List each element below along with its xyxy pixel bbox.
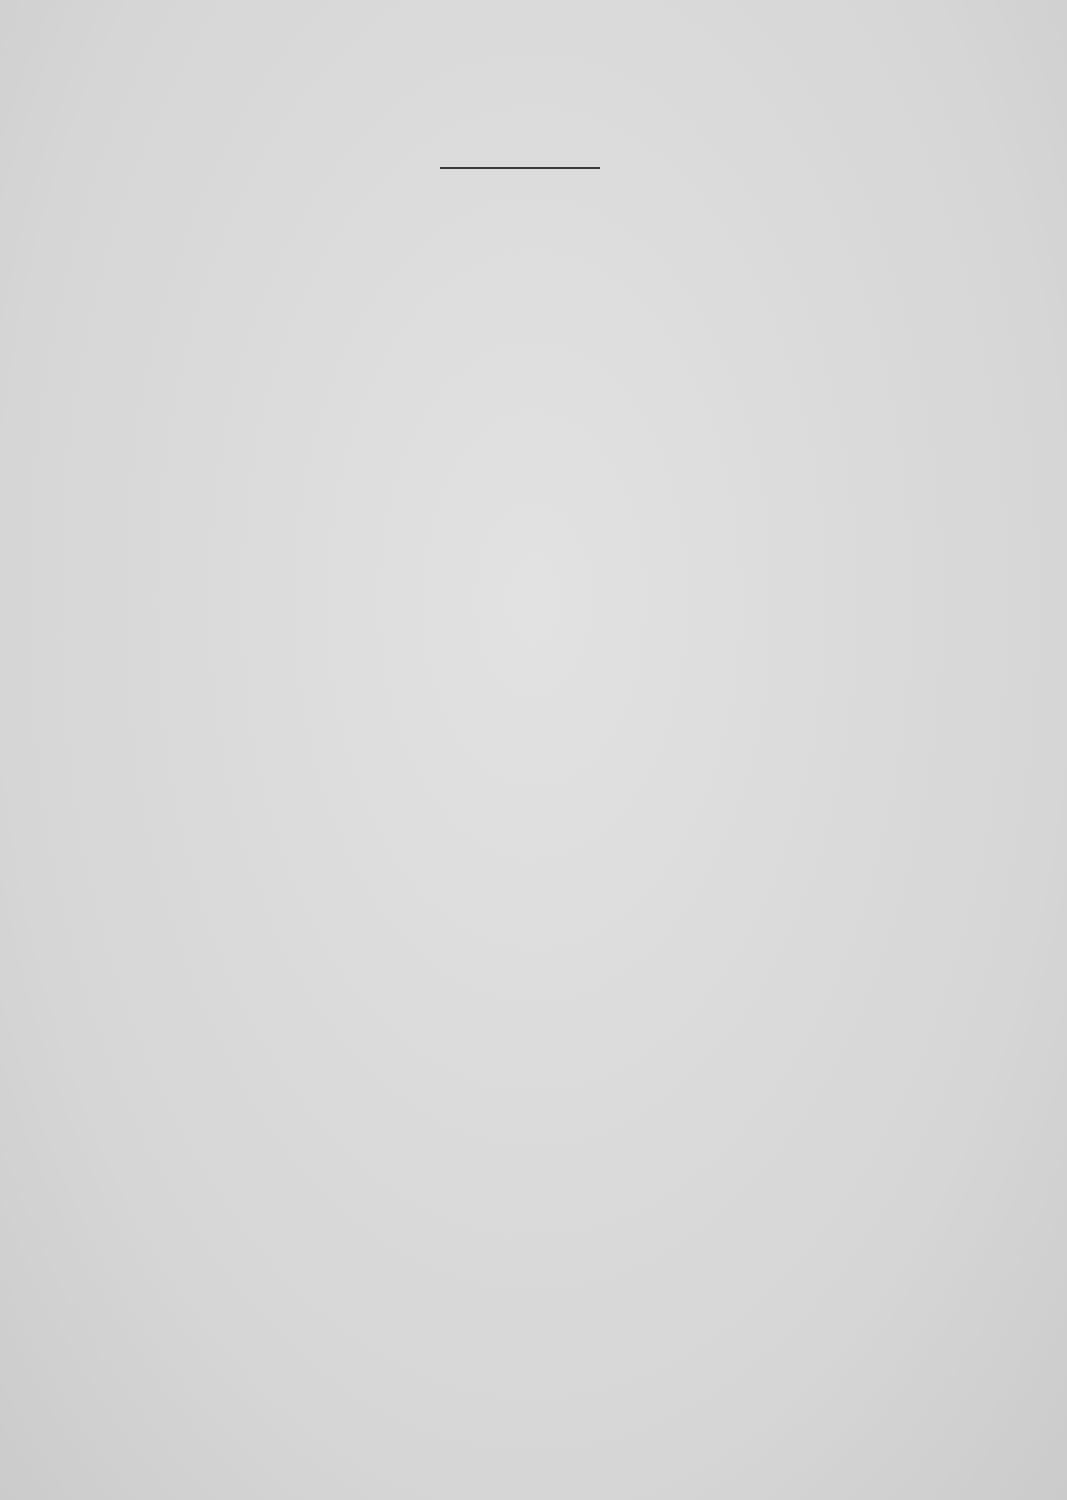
notes-body: [193, 137, 847, 221]
section-divider: [440, 167, 600, 169]
page-header: [192, 88, 852, 116]
